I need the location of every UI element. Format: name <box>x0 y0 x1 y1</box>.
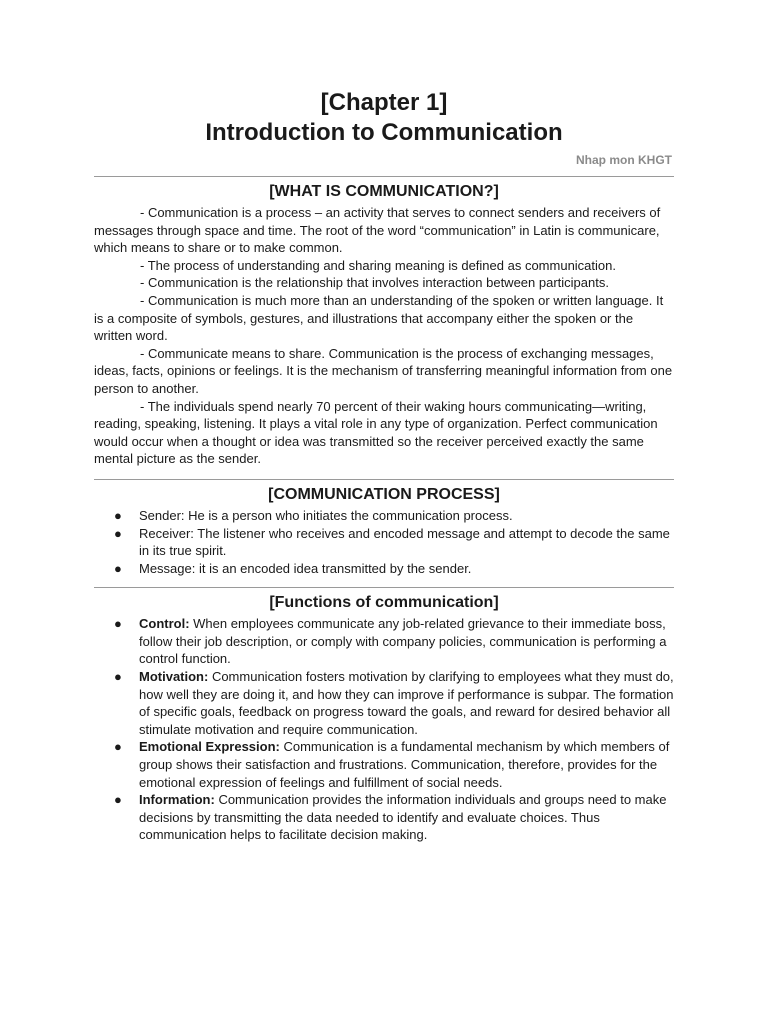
paragraph: - Communication is a process – an activity that serves to connect senders and receivers of messages through space and time. The root of the word “communication” in Latin is communicare, which means to share or to make common. <box>94 205 661 256</box>
divider <box>94 176 674 177</box>
list-item <box>94 615 674 668</box>
paragraph: - Communication is the relationship that involves interaction between participants. <box>140 275 609 291</box>
bullet-icon: ● <box>114 792 122 808</box>
course-subtitle: Nhap mon KHGT <box>576 153 672 167</box>
section-heading: [COMMUNICATION PROCESS] <box>268 485 500 503</box>
list-item <box>94 507 674 525</box>
section-functions-of-communication <box>94 593 674 844</box>
bullet-icon: ● <box>114 616 122 632</box>
functions-list <box>94 615 674 844</box>
chapter-label: [Chapter 1] <box>320 89 448 116</box>
bullet-icon: ● <box>114 560 122 576</box>
list-item <box>94 560 674 578</box>
bullet-icon: ● <box>114 669 122 685</box>
list-item <box>94 668 674 738</box>
function-term: Emotional Expression: <box>139 739 280 755</box>
list-item-text: Message: it is an encoded idea transmitted by the sender. <box>139 560 472 576</box>
divider <box>94 587 674 588</box>
page-title: Introduction to Communication <box>205 119 563 146</box>
function-text: Communication is a fundamental mechanism by which members of group shows their satisfaction and frustrations. Communication, therefore, provides for the emotional expression of feelings and fulfillment of social needs. <box>139 739 670 790</box>
function-term: Information: <box>139 792 215 808</box>
section-heading: [Functions of communication] <box>269 594 499 612</box>
section-heading: [WHAT IS COMMUNICATION?] <box>269 183 499 200</box>
divider <box>94 479 674 480</box>
list-item-text: Sender: He is a person who initiates the communication process. <box>139 507 513 523</box>
list-item <box>94 791 674 844</box>
paragraph: - The process of understanding and sharing meaning is defined as communication. <box>140 257 616 273</box>
list-item-text: Receiver: The listener who receives and encoded message and attempt to decode the same in its true spirit. <box>139 525 670 559</box>
bullet-icon: ● <box>114 507 122 523</box>
list-item <box>94 525 674 560</box>
paragraph: - Communicate means to share. Communication is the process of exchanging messages, ideas, facts, opinions or feelings. It is the mechanism of transferring meaningful information from one person to another. <box>94 345 673 396</box>
function-text: When employees communicate any job-related grievance to their immediate boss, follow their job description, or comply with company policies, communication is performing a control function. <box>139 616 667 667</box>
process-list <box>94 507 674 577</box>
list-item <box>94 738 674 791</box>
bullet-icon: ● <box>114 525 122 541</box>
section-what-is-communication <box>94 182 674 468</box>
function-term: Motivation: <box>139 669 209 685</box>
bullet-icon: ● <box>114 739 122 755</box>
function-text: Communication provides the information individuals and groups need to make decisions by transmitting the data needed to identify and evaluate choices. Thus communication helps to facilitate decision making. <box>139 792 667 843</box>
paragraph: - The individuals spend nearly 70 percent of their waking hours communicating—writing, reading, speaking, listening. It plays a vital role in any type of organization. Perfect communication would occur when a thought or idea was transmitted so the receiver perceived exactly the same mental picture as the sender. <box>94 398 658 467</box>
function-text: Communication fosters motivation by clarifying to employees what they must do, how well they are doing it, and how they can improve if performance is subpar. The formation of specific goals, feedback on progress toward the goals, and reward for desired behavior all stimulate motivation and require communication. <box>139 669 674 737</box>
function-term: Control: <box>139 616 190 632</box>
section-communication-process <box>94 485 674 577</box>
paragraph: - Communication is much more than an understanding of the spoken or written language. It is a composite of symbols, gestures, and illustrations that accompany either the spoken or the written word. <box>94 292 664 344</box>
